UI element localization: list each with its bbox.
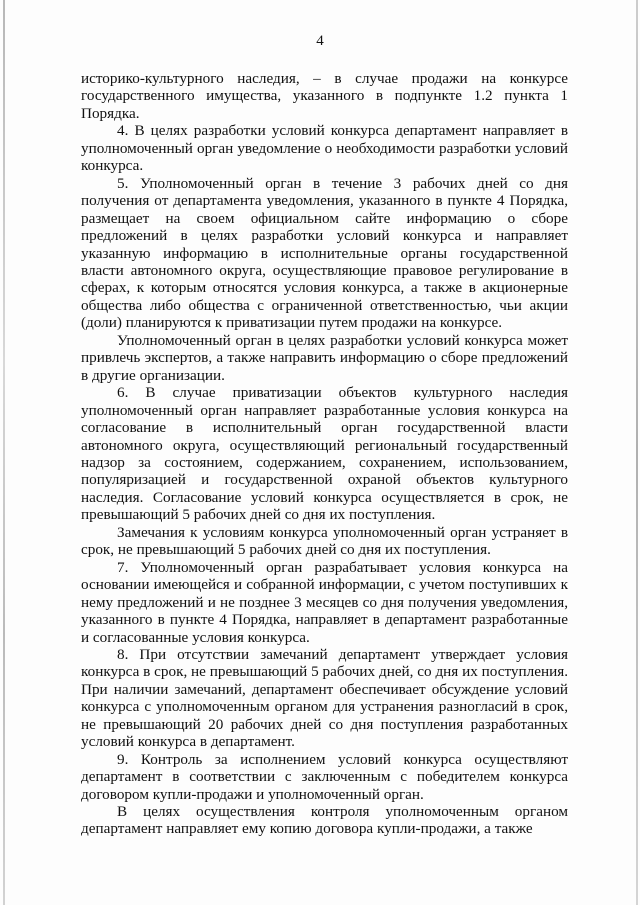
paragraph-item-6-extra: Замечания к условиям конкурса уполномоченный орган устраняет в срок, не превышающий 5 рабочих дней со дня их поступления. [81,523,568,559]
paragraph-item-5: 5. Уполномоченный орган в течение 3 рабочих дней со дня получения от департамента уведомления, указанного в пункте 4 Порядка, размещает на своем официальном сайте информацию о сборе предложений в целях разработки условий конкурса и направляет указанную информацию в исполнительные органы государственной власти автономного округа, осуществляющие правовое регулирование в сферах, к которым относятся условия конкурса, а также в акционерные общества либо общества с ограниченной ответственностью, чьи акции (доли) планируются к приватизации путем продажи на конкурсе. [81,174,568,332]
paragraph-item-4: 4. В целях разработки условий конкурса департамент направляет в уполномоченный орган уведомление о необходимости разработки условий конкурса. [81,122,568,175]
document-body [81,70,568,838]
paragraph-item-7: 7. Уполномоченный орган разрабатывает условия конкурса на основании имеющейся и собранной информации, с учетом поступивших к нему предложений и не позднее 3 месяцев со дня получения уведомления, указанного в пункте 4 Порядка, направляет в департамент разработанные и согласованные условия конкурса. [81,558,568,646]
page-number: 4 [316,33,324,49]
scan-edge-right [636,0,638,905]
paragraph-continuation: историко-культурного наследия, – в случае продажи на конкурсе государственного имущества, указанного в подпункте 1.2 пункта 1 Порядка. [81,70,568,122]
paragraph-item-9: 9. Контроль за исполнением условий конкурса осуществляют департамент в соответствии с заключенным с победителем конкурса договором купли-продажи и уполномоченный орган. [81,750,568,803]
scan-edge-left [3,0,5,905]
paragraph-item-6: 6. В случае приватизации объектов культурного наследия уполномоченный орган направляет разработанные условия конкурса на согласование в исполнительный орган государственной власти автономного округа, осуществляющий региональный государственный надзор за состоянием, содержанием, сохранением, использованием, популяризацией и государственной охраной объектов культурного наследия. Согласование условий конкурса осуществляется в срок, не превышающий 5 рабочих дней со дня их поступления. [81,384,568,524]
paragraph-item-8: 8. При отсутствии замечаний департамент утверждает условия конкурса в срок, не превышающий 5 рабочих дней, со дня их поступления. При наличии замечаний, департамент обеспечивает обсуждение условий конкурса с уполномоченным органом для устранения разногласий в срок, не превышающий 20 рабочих дней со дня поступления разработанных условий конкурса в департамент. [81,645,568,751]
paragraph-item-9-extra: В целях осуществления контроля уполномоченным органом департамент направляет ему копию договора купли-продажи, а также [81,803,568,838]
paragraph-item-5-extra: Уполномоченный орган в целях разработки условий конкурса может привлечь экспертов, а также направить информацию о сборе предложений в другие организации. [81,331,568,384]
